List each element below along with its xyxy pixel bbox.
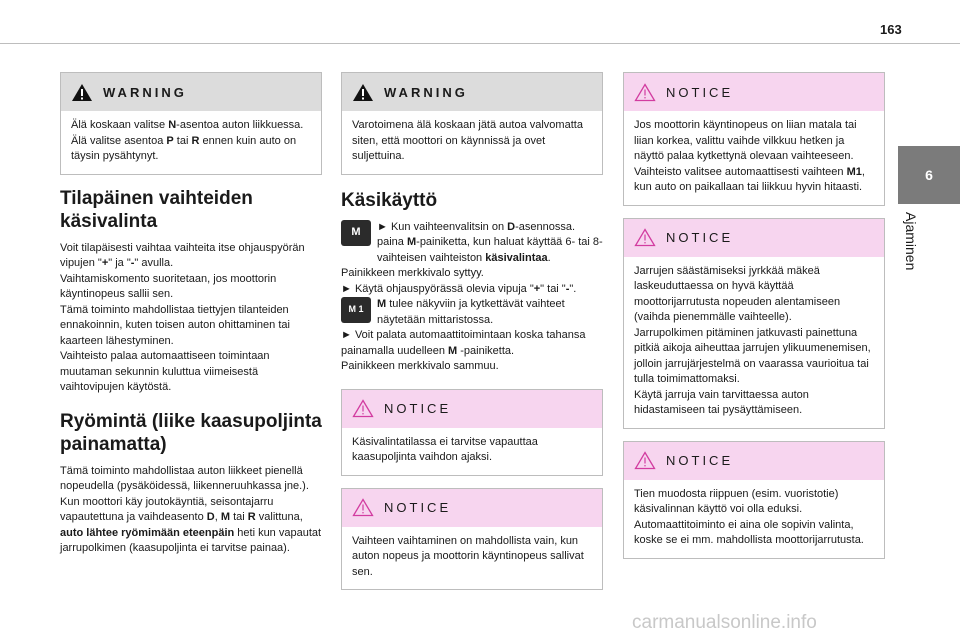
notice-header [342, 390, 602, 428]
warning-box [341, 72, 603, 175]
creep-text: Tämä toiminto mahdollistaa auton liikkeet pienellä nopeudella (pysäköidessä, liikenneruuhkassa jne.). Kun moottori käy joutokäyntiä, seisontajarru vapautettuna ja vaihdeasento D, M tai R valittuna, auto lähtee ryömimään eteenpäin heti kun vapautat jarrupolkimen (kaasupoljinta ei tarvitse painaa). [60, 464, 322, 554]
manual-override-text: Voit tilapäisesti vaihtaa vaihteita itse ohjauspyörän vipujen "+" ja "-" avulla. Vaihtamiskomento suoritetaan, jos moottorin käyntinopeus sallii sen. Tämä toiminto mahdollistaa tiettyjen tilanteiden ennakoinnin, kuten toisen auton ohittaminen tai kaarteen lähestyminen. Vaihteisto palaa automaattiseen toimintaan muutaman sekunnin kuluttua viimeisestä vaihtovipujen käytöstä. [60, 241, 305, 393]
warning-box [60, 72, 322, 175]
notice-triangle-icon [634, 451, 656, 470]
step-1-after: Painikkeen merkkivalo syttyy. [341, 267, 484, 279]
step-1 [341, 220, 603, 267]
step-2-text: ► Käytä ohjauspyörässä olevia vipuja "+" tai "-". [341, 282, 577, 295]
notice-triangle-icon [634, 83, 656, 102]
notice-box [623, 72, 885, 206]
gear-display-icon: M 1 [341, 297, 371, 323]
warning-title: WARNING [103, 84, 187, 100]
warning-header [342, 73, 602, 111]
notice-body: Vaihteen vaihtaminen on mahdollista vain, kun auton nopeus ja moottorin käyntinopeus sallivat sen. [352, 534, 584, 578]
warning-body: Varotoimena älä koskaan jätä autoa valvomatta siten, että moottori on käynnissä ja ovet suljettuina. [352, 119, 583, 162]
chapter-label: Ajaminen [903, 212, 919, 271]
notice-header [624, 73, 884, 111]
notice-title: NOTICE [384, 500, 452, 515]
warning-header [61, 73, 321, 111]
step-2-display [341, 297, 603, 328]
notice-body: Tien muodosta riippuen (esim. vuoristotie) käsivalinnan käyttö voi olla eduksi. Automaattitoiminto ei aina ole sopivin valinta, koske se ei mm. mahdollista moottorijarrutusta. [634, 487, 864, 546]
warning-body: Älä koskaan valitse N-asentoa auton liikkuessa. Älä valitse asentoa P tai R ennen kuin auto on täysin pysähtynyt. [71, 119, 304, 162]
warning-triangle-icon [352, 83, 374, 102]
notice-body: Jos moottorin käyntinopeus on liian matala tai liian korkea, valittu vaihde vilkkuu hetken ja näyttö palaa kytkettynä olevaan vaihteeseen. Vaihteisto valitsee automaattisesti vaihteen M1, kun auto on paikallaan tai liikkuu hyvin hitaasti. [634, 119, 865, 193]
step-3-after: Painikkeen merkkivalo sammuu. [341, 360, 499, 372]
section-title-manual-override: Tilapäinen vaihteiden käsivalinta [60, 187, 253, 232]
notice-box [341, 389, 603, 476]
notice-body: Käsivalintatilassa ei tarvitse vapauttaa kaasupoljinta vaihdon ajaksi. [352, 435, 538, 463]
step-3-text: ► Voit palata automaattitoimintaan koska tahansa painamalla uudelleen M -painiketta. [341, 329, 586, 357]
step-2-after: M tulee näkyviin ja kytkettävät vaihteet näytetään mittaristossa. [377, 298, 565, 326]
footer-watermark: carmanualsonline.info [632, 612, 817, 633]
notice-header [624, 219, 884, 257]
notice-body: Jarrujen säästämiseksi jyrkkää mäkeä laskeuduttaessa on hyvä käyttää moottorijarrutusta nopeuden alentamiseen (vaihda pienemmälle vaihteelle). Jarrupolkimen pitäminen jatkuvasti painettuna pitkiä aikoja aiheuttaa jarrujen ylikuumenemisen, jolloin jarrujärjestelmä on vaarassa vaurioitua tai tulla toimimattomaksi. Käytä jarruja vain tarvittaessa auton hidastamiseen tai pysäyttämiseen. [634, 264, 871, 416]
notice-title: NOTICE [666, 453, 734, 468]
warning-title: WARNING [384, 84, 468, 100]
column-middle [341, 72, 603, 602]
notice-header [342, 489, 602, 527]
column-right [623, 72, 885, 571]
column-left [60, 72, 322, 557]
warning-triangle-icon [71, 83, 93, 102]
notice-triangle-icon [352, 399, 374, 418]
notice-header [624, 442, 884, 480]
notice-title: NOTICE [666, 230, 734, 245]
manual-mode-steps [341, 220, 603, 375]
notice-title: NOTICE [384, 401, 452, 416]
page-number: 163 [880, 22, 902, 37]
notice-triangle-icon [352, 498, 374, 517]
notice-box [623, 441, 885, 559]
chapter-tab[interactable] [898, 146, 960, 204]
notice-box [341, 488, 603, 591]
notice-box [623, 218, 885, 429]
section-title-creep: Ryömintä (liike kaasupoljinta painamatta) [60, 410, 322, 455]
header-rule [0, 43, 960, 44]
m-button-icon: M [341, 220, 371, 246]
notice-title: NOTICE [666, 84, 734, 100]
section-title-manual-mode: Käsikäyttö [341, 189, 438, 211]
chapter-number: 6 [925, 167, 933, 183]
step-1-text: ► Kun vaihteenvalitsin on D-asennossa. paina M-painiketta, kun haluat käyttää 6- tai 8-vaihteisen vaihteiston käsivalintaa. [377, 220, 603, 264]
notice-triangle-icon [634, 228, 656, 247]
